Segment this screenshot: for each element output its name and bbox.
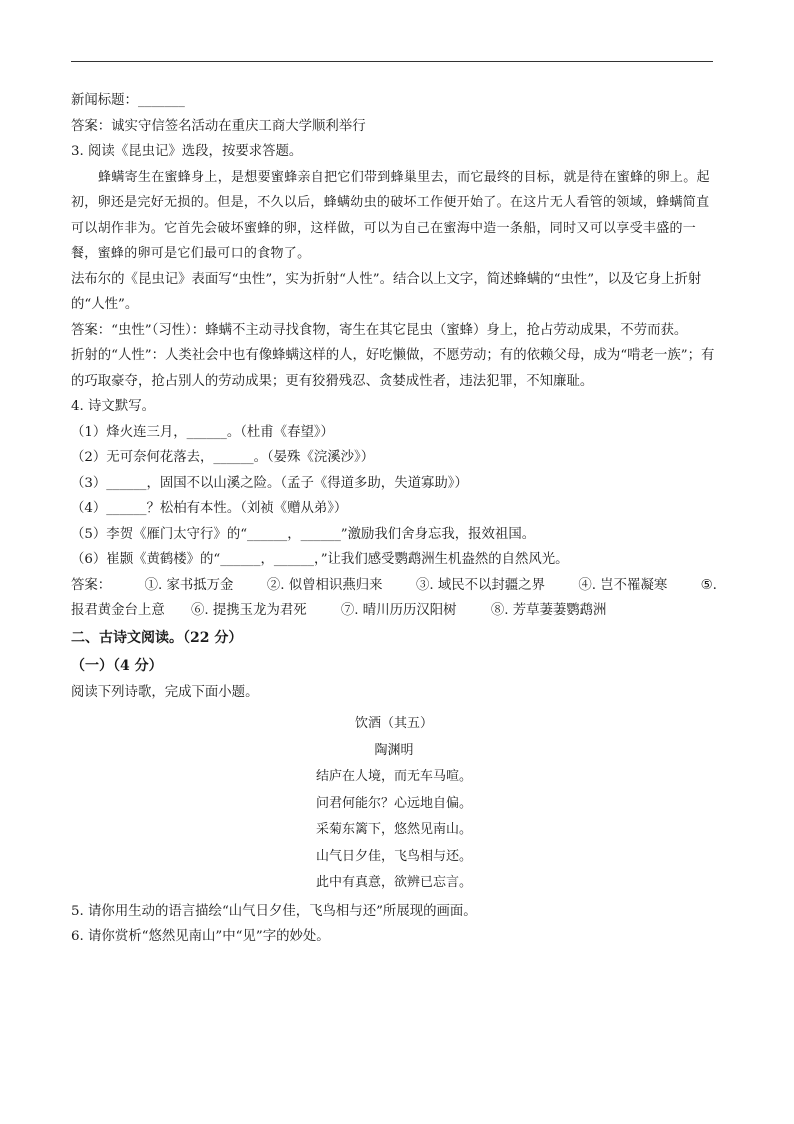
question-3-prompt: 法布尔的《昆虫记》表面写“虫性”，实为折射“人性”。结合以上文字，简述蜂螨的“虫性”，以及它身上折射的“人性”。 bbox=[71, 271, 702, 312]
insect-excerpt: 蜂螨寄生在蜜蜂身上，是想要蜜蜂亲自把它们带到蜂巢里去，而它最终的目标，就是待在蜜蜂的卵上。起初，卵还是完好无损的。但是，不久以后，蜂螨幼虫的破坏工作便开始了。在这片无人看管的领域，蜂螨简直可以胡作非为。它首先会破坏蜜蜂的卵，这样做，可以为自己在蜜海中造一条船，同时又可以享受丰盛的一餐，蜜蜂的卵可是它们最可口的食物了。 bbox=[71, 169, 710, 261]
answer-item: ②. 似曾相识燕归来 bbox=[266, 577, 383, 593]
header-rule bbox=[71, 61, 713, 62]
answer-item: ③. 域民不以封疆之界 bbox=[415, 577, 545, 593]
answer-item: ⑥. 提携玉龙为君死 bbox=[191, 603, 307, 618]
poem-line: 此中有真意，欲辨已忘言。 bbox=[315, 875, 472, 890]
answer-item: ④. 岂不罹凝寒 bbox=[578, 577, 668, 593]
question-6: 6. 请你赏析“悠然见南山”中“见”字的妙处。 bbox=[71, 929, 330, 944]
poem-line: 问君何能尔？心远地自偏。 bbox=[315, 795, 472, 811]
answer-item: ①. 家书抵万金 bbox=[144, 577, 234, 593]
answer-item: ⑤. bbox=[700, 577, 717, 593]
poem-line: 山气日夕佳，飞鸟相与还。 bbox=[315, 848, 472, 864]
question-4-item: （1）烽火连三月，______。（杜甫《春望》） bbox=[71, 424, 334, 440]
answer-label: 答案： bbox=[71, 577, 112, 593]
answer-item: 报君黄金台上意 bbox=[71, 603, 165, 618]
answer-item: ⑧. 芳草萋萋鹦鹉洲 bbox=[490, 603, 607, 618]
poem-title: 饮酒（其五） bbox=[354, 716, 433, 731]
question-4-item: （3）______，固国不以山溪之险。（孟子《得道多助，失道寡助》） bbox=[71, 475, 468, 491]
document-body bbox=[71, 88, 717, 950]
reading-prompt: 阅读下列诗歌，完成下面小题。 bbox=[71, 684, 259, 700]
question-4-item: （2）无可奈何花落去，______。（晏殊《浣溪沙》） bbox=[71, 450, 375, 465]
question-3: 3. 阅读《昆虫记》选段，按要求答题。 bbox=[71, 144, 303, 159]
question-4-answers bbox=[71, 573, 717, 599]
news-title-line: 新闻标题：_______ bbox=[71, 93, 185, 108]
poem-author: 陶渊明 bbox=[374, 742, 414, 758]
question-4-item: （5）李贺《雁门太守行》的“______，______”激励我们舍身忘我，报效祖国。 bbox=[71, 526, 536, 542]
question-4-item: （6）崔颢《黄鹤楼》的“______，______，”让我们感受鹦鹉洲生机盎然的自然风光。 bbox=[71, 552, 569, 567]
question-4-answers-continued bbox=[71, 598, 717, 624]
question-4: 4. 诗文默写。 bbox=[71, 399, 155, 414]
section-2-heading: 二、古诗文阅读。（22 分） bbox=[71, 629, 243, 646]
question-4-item: （4）______？松柏有本性。（刘祯《赠从弟》） bbox=[71, 501, 348, 516]
question-3-answer-insect: 答案：“虫性”（习性）：蜂螨不主动寻找食物，寄生在其它昆虫（蜜蜂）身上，抢占劳动成果，不劳而获。 bbox=[71, 322, 688, 338]
answer-item: ⑦. 晴川历历汉阳树 bbox=[340, 603, 457, 618]
news-answer-line: 答案：诚实守信签名活动在重庆工商大学顺利举行 bbox=[71, 118, 366, 134]
question-3-answer-human: 折射的“人性”：人类社会中也有像蜂螨这样的人，好吃懒做，不愿劳动；有的依赖父母，成为“啃老一族”；有的巧取豪夺，抢占别人的劳动成果；更有狡猾残忍、贪婪成性者，违法犯罪，不知廉耻。 bbox=[71, 348, 715, 389]
poem-line: 结庐在人境，而无车马喧。 bbox=[315, 769, 472, 784]
poem-line: 采菊东篱下，悠然见南山。 bbox=[315, 822, 472, 837]
part-1-heading: （一）（4 分） bbox=[71, 657, 163, 674]
question-5: 5. 请你用生动的语言描绘“山气日夕佳，飞鸟相与还”所展现的画面。 bbox=[71, 903, 477, 919]
poem bbox=[71, 711, 717, 897]
